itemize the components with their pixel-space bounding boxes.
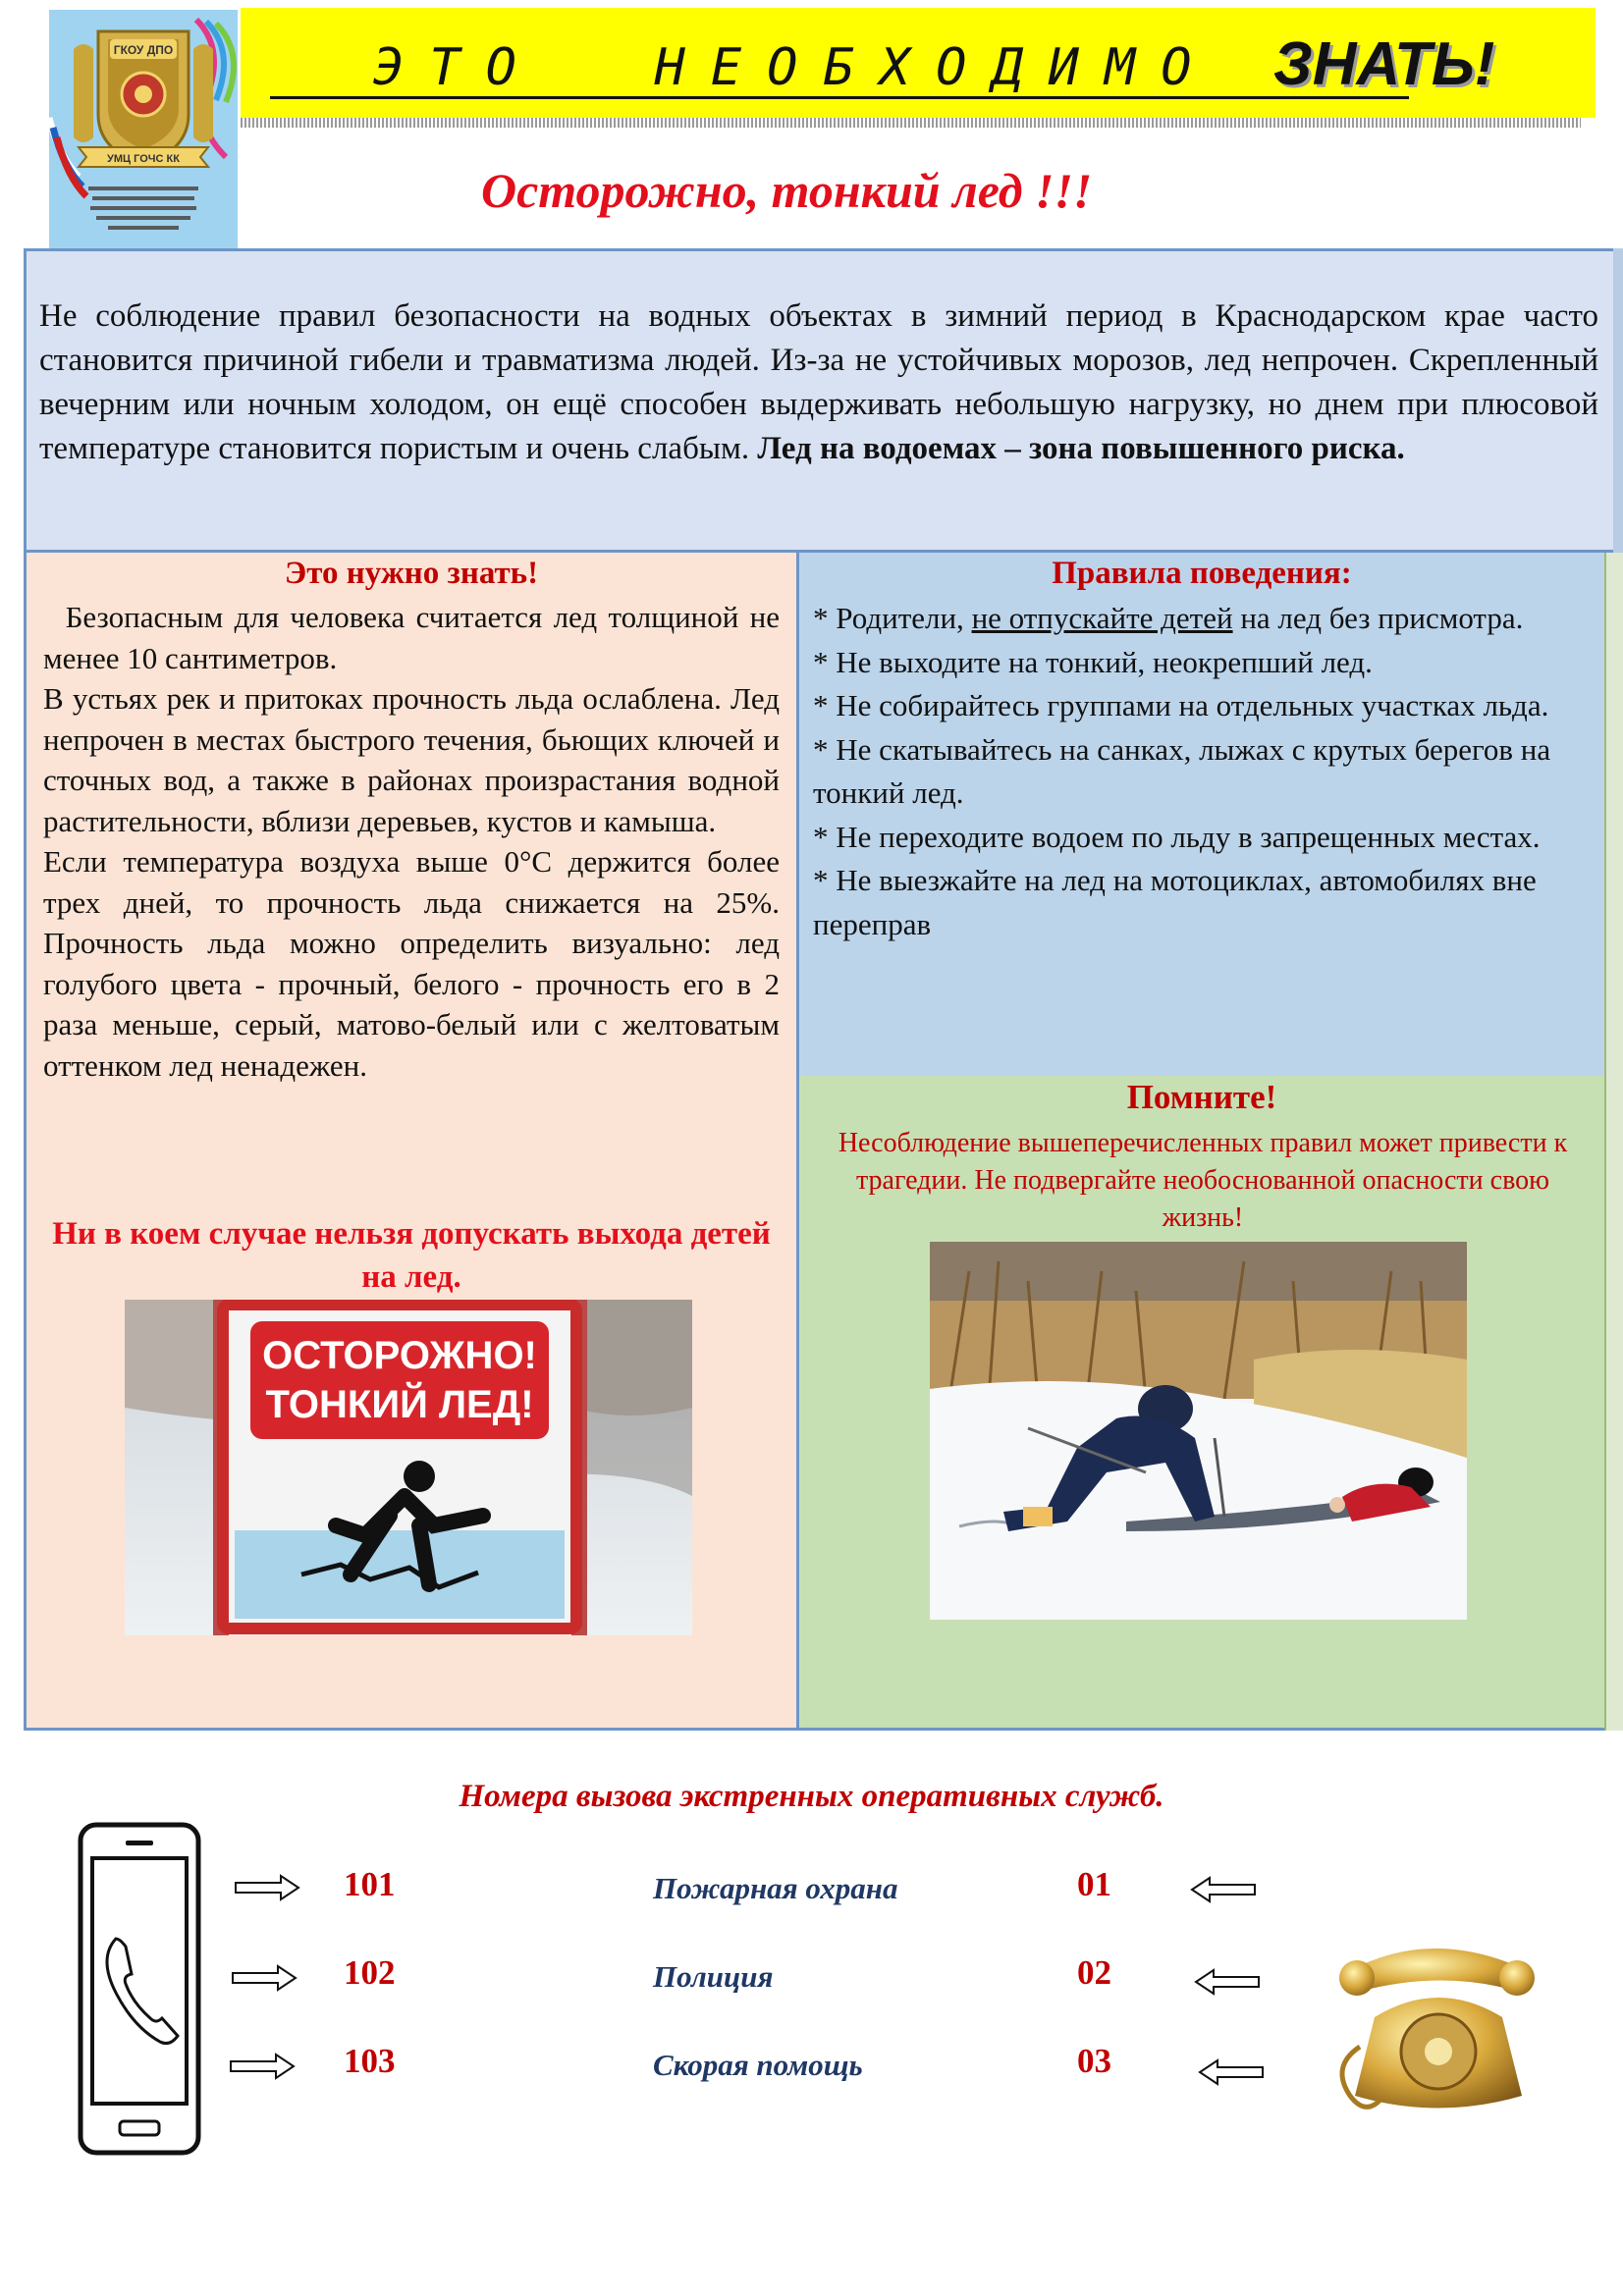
rule-item-2: * Не выходите на тонкий, неокрепший лед. <box>813 644 1373 679</box>
rule-item-6: * Не выезжайте на лед на мотоциклах, автомобилях вне переправ <box>813 863 1537 941</box>
landline-number-fire: 01 <box>1077 1865 1111 1903</box>
intro-edge <box>1613 248 1623 553</box>
smartphone-icon <box>77 1821 202 2157</box>
sign-line-2: ТОНКИЙ ЛЕД! <box>265 1383 534 1426</box>
rule-1-prefix: * Родители, <box>813 601 972 635</box>
rotary-phone-icon <box>1335 1949 1537 2115</box>
left-heading: Это нужно знать! <box>284 556 539 591</box>
intro-bold: Лед на водоемах – зона повышенного риска. <box>757 431 1405 466</box>
arrow-right-icon <box>229 2052 298 2081</box>
landline-number-ambulance: 03 <box>1077 2042 1111 2080</box>
arrow-left-icon <box>1188 1875 1257 1904</box>
left-paragraph-2: В устьях рек и притоках прочность льда ослаблена. Лед непрочен в местах быстрого течения, бьющих ключей и сточных вод, а также в районах произрастания водной растительности, вблизи деревьев, кустов и камыша. <box>43 681 780 838</box>
sign-line-1: ОСТОРОЖНО! <box>262 1334 537 1377</box>
intro-paragraph: Не соблюдение правил безопасности на водных объектах в зимний период в Краснодарском крае часто становится причиной гибели и травматизма людей. Из-за не устойчивых морозов, лед непрочен. Скрепленный вечерним или ночным холодом, он ещё способен выдерживать небольшую нагрузку, но днем при плюсовой температуре становится пористым и очень слабым. <box>39 298 1598 466</box>
rule-item-4: * Не скатывайтесь на санках, лыжах с крутых берегов на тонкий лед. <box>813 731 1551 810</box>
service-ambulance: Скорая помощь <box>653 2048 863 2082</box>
thin-ice-sign-photo <box>125 1300 692 1635</box>
banner-shadow <box>241 118 1581 128</box>
intro-text <box>39 294 1598 471</box>
left-warning: Ни в коем случае нельзя допускать выхода детей на лед. <box>52 1216 771 1295</box>
left-paragraph-1: Безопасным для человека считается лед толщиной не менее 10 сантиметров. <box>43 600 780 675</box>
rule-item-1 <box>813 597 1598 641</box>
service-fire: Пожарная охрана <box>653 1871 898 1905</box>
page-title <box>373 29 1494 99</box>
title-bold: ЗНАТЬ! <box>1272 30 1495 98</box>
left-body <box>43 597 780 1086</box>
ice-rescue-photo <box>930 1242 1467 1620</box>
emblem-logo <box>49 10 238 273</box>
subtitle: Осторожно, тонкий лед !!! <box>481 163 1093 218</box>
rule-1-underlined: не отпускайте детей <box>971 601 1233 635</box>
rule-1-suffix: на лед без присмотра. <box>1232 601 1524 635</box>
mobile-number-ambulance: 103 <box>344 2042 396 2080</box>
arrow-right-icon <box>231 1963 299 1993</box>
mobile-number-police: 102 <box>344 1953 396 1992</box>
title-spaced: ЭТО НЕОБХОДИМО <box>373 38 1273 97</box>
emblem-ribbon-text: УМЦ ГОЧС КК <box>107 153 180 165</box>
rules-heading: Правила поведения: <box>1052 556 1352 591</box>
landline-number-police: 02 <box>1077 1953 1111 1992</box>
rule-item-3: * Не собирайтесь группами на отдельных участках льда. <box>813 688 1549 722</box>
mobile-number-fire: 101 <box>344 1865 396 1903</box>
service-police: Полиция <box>653 1959 774 1994</box>
arrow-right-icon <box>234 1873 302 1902</box>
right-edge <box>1604 553 1623 1731</box>
arrow-left-icon <box>1196 2057 1265 2087</box>
left-paragraph-3: Если температура воздуха выше 0°С держится более трех дней, то прочность льда снижается на 25%. Прочность льда можно определить визуально: лед голубого цвета - прочный, белого - прочность его в 2 раза меньше, серый, матово-белый или с желтоватым оттенком лед ненадежен. <box>43 844 780 1083</box>
remember-title: Помните! <box>1126 1078 1277 1116</box>
emblem-top-text: ГКОУ ДПО <box>113 43 174 57</box>
emergency-title: Номера вызова экстренных оперативных служб. <box>459 1779 1164 1814</box>
rule-item-5: * Не переходите водоем по льду в запрещенных местах. <box>813 819 1541 854</box>
arrow-left-icon <box>1192 1967 1261 1997</box>
remember-text: Несоблюдение вышеперечисленных правил может привести к трагедии. Не подвергайте необоснованной опасности свою жизнь! <box>838 1128 1568 1233</box>
rules-list <box>813 597 1598 946</box>
